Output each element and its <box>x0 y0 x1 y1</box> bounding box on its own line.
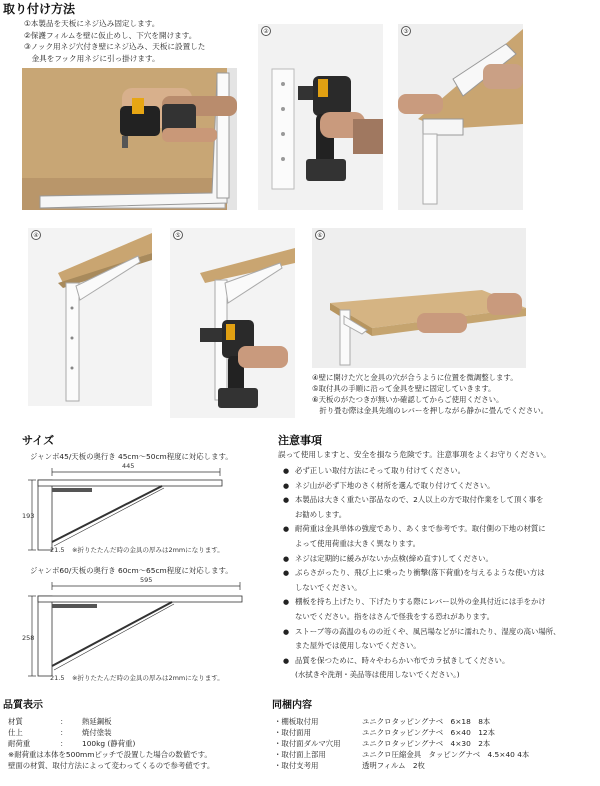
size-variant1-label: ジャンボ45/天板の奥行き 45cm〜50cm程度に対応します。 <box>30 452 233 461</box>
caution-intro: 誤って使用しますと、安全を損なう危険です。注意事項をよくお守りください。 <box>278 450 551 459</box>
photo-step1-image <box>22 68 237 210</box>
size-variant2-label: ジャンボ60/天板の奥行き 60cm〜65cm程度に対応します。 <box>30 566 233 575</box>
quality-row: 材質 ： 熱延鋼板 <box>8 717 112 726</box>
install-step-4: 金具をフック用ネジに引っ掛けます。 <box>24 53 160 63</box>
step6-note-2: ⑤取付具の手順に沿って金具を壁に固定していきます。 <box>312 384 496 393</box>
photo-step4 <box>28 228 152 406</box>
size1-note: ※折りたたんだ時の金具の厚みは2mmになります。 <box>72 546 224 554</box>
size-diagram-2 <box>22 576 252 686</box>
size1-height: 193 <box>22 512 35 520</box>
size-diagram-2-svg <box>22 576 252 686</box>
size-diagram-1 <box>22 462 247 557</box>
photo-step6 <box>312 228 526 368</box>
size1-width: 445 <box>122 462 135 470</box>
size-diagram-1-svg <box>22 462 247 557</box>
caution-item-7: ● 棚板を持ち上げたり、下げたりする際にレバー以外の金具付近には手をかけ ないでください。指をはさんで怪我をする恐れがあります。 <box>283 595 593 624</box>
contents-table <box>274 716 529 771</box>
caution-item-3: ● 本製品は大きく重たい部品なので、2人以上の方で取付作業をして頂く事を お勧めします。 <box>283 493 593 522</box>
photo-step5-image <box>170 228 295 418</box>
size1-offset: 21.5 <box>50 546 65 554</box>
quality-note: 壁面の材質、取付方法によって変わってくるので参考値です。 <box>8 761 215 770</box>
photo-step2 <box>258 24 383 210</box>
photo-step5 <box>170 228 295 418</box>
photo-step4-image <box>28 228 152 406</box>
photo-step2-image <box>258 24 383 210</box>
caution-item-2: ● ネジ山が必ず下地のさく材所を選んで取り付けてください。 <box>283 479 593 494</box>
caution-list <box>283 464 593 683</box>
caution-item-8: ● ストーブ等の高温のものの近くや、風呂場などがに濡れたり、湿度の高い場所、 また屋外では使用しないでください。 <box>283 625 593 654</box>
size2-note: ※折りたたんだ時の金具の厚みは2mmになります。 <box>72 674 224 682</box>
contents-row: ・取付面ダルマ穴用 ユニクロタッピングナベ 4×30 2本 <box>274 739 491 748</box>
photo-step3 <box>398 24 523 210</box>
caution-item-9: ● 品質を保つために、時々やわらかい布でカラ拭きしてください。 (水拭きや洗剤・美品等は使用しないでください。) <box>283 654 593 683</box>
size2-width: 595 <box>140 576 153 584</box>
contents-title: 同梱内容 <box>272 700 312 711</box>
step6-notes <box>312 372 548 416</box>
photo-step6-label: ⑥ <box>315 230 325 240</box>
caution-item-1: ● 必ず正しい取付方法にそって取り付けてください。 <box>283 464 593 479</box>
caution-item-5: ● ネジは定期的に緩みがないか点検(締め直す)してください。 <box>283 552 593 567</box>
step6-note-3: ⑥天板のがたつきが無いか確認してからご使用ください。 <box>312 395 504 404</box>
photo-step3-label: ③ <box>401 26 411 36</box>
photo-step3-image <box>398 24 523 210</box>
photo-step5-label: ⑤ <box>173 230 183 240</box>
contents-row: ・取付面上部用 ユニクロ圧縮金具 タッピングナベ 4.5×40 4本 <box>274 750 530 759</box>
step6-note-4: 折り畳む際は金具先端のレバーを押しながら静かに畳んでください。 <box>312 406 548 415</box>
quality-note: ※耐荷重は本体を500mmピッチで設置した場合の数値です。 <box>8 750 212 759</box>
step6-note-1: ④壁に開けた穴と金具の穴が合うように位置を微調整します。 <box>312 373 518 382</box>
quality-row: 仕上 ： 焼付塗装 <box>8 728 112 737</box>
contents-row: ・取付支考用 透明フィルム 2枚 <box>274 761 425 770</box>
install-step-1: ①本製品を天板にネジ込み固定します。 <box>24 19 160 28</box>
photo-step4-label: ④ <box>31 230 41 240</box>
photo-step2-label: ② <box>261 26 271 36</box>
contents-row: ・棚板取付用 ユニクロタッピングナベ 6×18 8本 <box>274 717 491 726</box>
install-step-3: ③ノック用ネジ穴付き壁にネジ込み、天板に設置した <box>24 42 206 51</box>
install-step-2: ②保護フィルムを壁に仮止めし、下穴を開けます。 <box>24 30 197 40</box>
quality-table <box>8 716 214 771</box>
contents-row: ・取付面用 ユニクロタッピングナベ 6×40 12本 <box>274 728 496 737</box>
quality-row: 耐荷重 ： 100kg (静荷重) <box>8 739 136 748</box>
caution-item-6: ● ぶらさがったり、飛び上に乗ったり衝撃(落下荷重)を与えるような使い方は しないでください。 <box>283 566 593 595</box>
install-title: 取り付け方法 <box>3 2 76 16</box>
photo-step6-image <box>312 228 526 368</box>
caution-item-4: ● 耐荷重は金具単体の強度であり、あくまで参考です。取付側の下地の材質に よって使用荷重は大きく異なります。 <box>283 522 593 551</box>
size-title: サイズ <box>22 434 55 447</box>
size2-offset: 21.5 <box>50 674 65 682</box>
size2-height: 258 <box>22 634 35 642</box>
quality-title: 品質表示 <box>3 700 43 711</box>
install-steps <box>24 18 205 64</box>
caution-title: 注意事項 <box>278 434 322 447</box>
photo-step1 <box>22 68 237 210</box>
